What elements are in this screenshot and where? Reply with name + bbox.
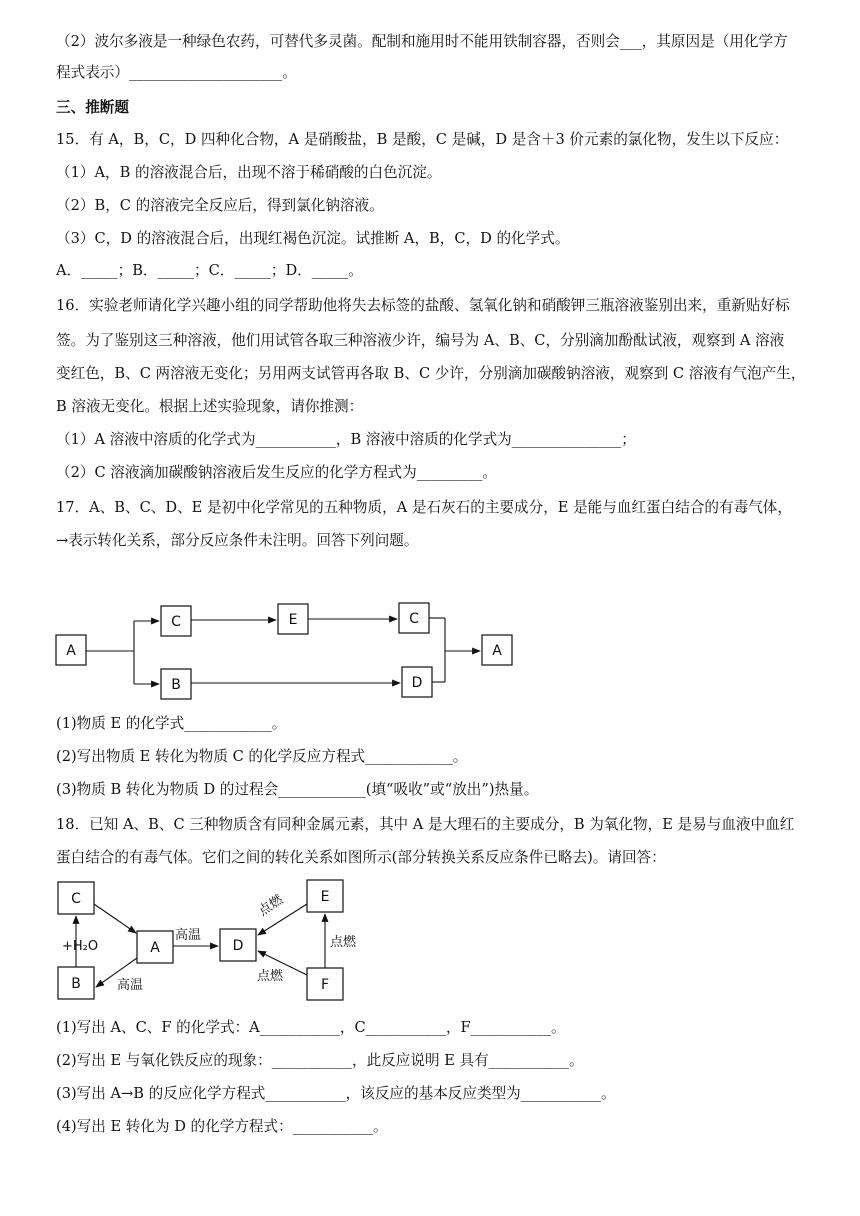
- q18-stem-line2: 蛋白结合的有毒气体。它们之间的转化关系如图所示(部分转换关系反应条件已略去)。请回答：: [56, 849, 666, 866]
- q18-label-a: A: [150, 940, 160, 956]
- q17-label-a: A: [66, 643, 76, 659]
- q17-label-e: E: [288, 612, 298, 628]
- q15-answer-blanks: A．_____；B．_____；C．_____；D．_____。: [56, 262, 363, 279]
- q18-sub4: (4)写出 E 转化为 D 的化学方程式：___________。: [56, 1118, 388, 1135]
- q17-label-d: D: [411, 675, 423, 691]
- section-heading-inference: 三、推断题: [56, 99, 129, 116]
- q16-stem-line2: 签。为了鉴别这三种溶液，他们用试管各取三种溶液少许，编号为 A、B、C，分别滴加酚酞试液，观察到 A 溶液: [56, 332, 785, 349]
- q17-stem-line1: 17．A、B、C、D、E 是初中化学常见的五种物质，A 是石灰石的主要成分，E 是能与血红蛋白结合的有毒气体，: [56, 499, 792, 516]
- q18-arrow-c-a: [94, 904, 136, 933]
- q15-cond2: （2）B，C 的溶液完全反应后，得到氯化钠溶液。: [56, 197, 384, 214]
- q18-label-e: E: [320, 889, 330, 905]
- q18-label-f: F: [320, 977, 330, 993]
- q18-sub1: (1)写出 A、C、F 的化学式：A___________，C___________，F___________。: [56, 1019, 566, 1036]
- q18-h2o-label: +H₂O: [62, 939, 99, 954]
- q18-dianran-label-ed: 点燃: [256, 892, 286, 920]
- q16-sub1: （1）A 溶液中溶质的化学式为___________，B 溶液中溶质的化学式为_______________；: [56, 431, 636, 448]
- q15-cond1: （1）A，B 的溶液混合后，出现不溶于稀硝酸的白色沉淀。: [56, 164, 442, 181]
- q16-stem-line1: 16．实验老师请化学兴趣小组的同学帮助他将失去标签的盐酸、氢氧化钠和硝酸钾三瓶溶液鉴别出来，重新贴好标: [56, 297, 790, 314]
- q15-stem: 15．有 A，B，C，D 四种化合物，A 是硝酸盐，B 是酸，C 是碱，D 是含＋3 价元素的氯化物，发生以下反应：: [56, 131, 789, 148]
- q18-stem-line1: 18．已知 A、B、C 三种物质含有同种金属元素，其中 A 是大理石的主要成分，B 为氧化物，E 是易与血液中血红: [56, 816, 795, 833]
- q18-label-b: B: [71, 976, 81, 992]
- q17-sub2: (2)写出物质 E 转化为物质 C 的化学反应方程式____________。: [56, 748, 468, 765]
- q18-dianran-label-fd: 点燃: [257, 969, 284, 984]
- q15-cond3: （3）C，D 的溶液混合后，出现红褐色沉淀。试推断 A，B，C，D 的化学式。: [56, 230, 570, 247]
- q16-stem-line4: B 溶液无变化。根据上述实验现象，请你推测：: [56, 398, 364, 415]
- q14-part2-line1: （2）波尔多液是一种绿色农药，可替代多灵菌。配制和施用时不能用铁制容器，否则会___，其原因是（用化学方: [56, 33, 788, 50]
- q18-sub3: (3)写出 A→B 的反应化学方程式___________，该反应的基本反应类型为___________。: [56, 1085, 616, 1102]
- q17-sub1: (1)物质 E 的化学式____________。: [56, 715, 287, 732]
- q18-label-c: C: [71, 891, 81, 907]
- q16-stem-line3: 变红色，B、C 两溶液无变化；另用两支试管再各取 B、C 少许，分别滴加碳酸钠溶液，观察到 C 溶液有气泡产生，: [56, 365, 806, 382]
- q14-part2-line2: 程式表示）_____________________。: [56, 64, 297, 81]
- q17-label-c2: C: [409, 611, 419, 627]
- q16-sub2: （2）C 溶液滴加碳酸钠溶液后发生反应的化学方程式为_________。: [56, 464, 498, 481]
- q18-gaowen-label-ad: 高温: [175, 928, 202, 943]
- q17-label-c: C: [171, 614, 181, 630]
- q18-label-d: D: [232, 938, 244, 954]
- q17-label-b: B: [171, 677, 181, 693]
- q17-label-a2: A: [492, 643, 502, 659]
- q17-sub3: (3)物质 B 转化为物质 D 的过程会____________(填“吸收”或“放出”)热量。: [56, 781, 539, 798]
- q18-sub2: (2)写出 E 与氧化铁反应的现象：___________，此反应说明 E 具有___________。: [56, 1052, 584, 1069]
- q17-stem-line2: →表示转化关系，部分反应条件未注明。回答下列问题。: [56, 532, 419, 549]
- q18-gaowen-label-ab: 高温: [117, 978, 144, 993]
- q18-dianran-label-fe: 点燃: [330, 935, 357, 950]
